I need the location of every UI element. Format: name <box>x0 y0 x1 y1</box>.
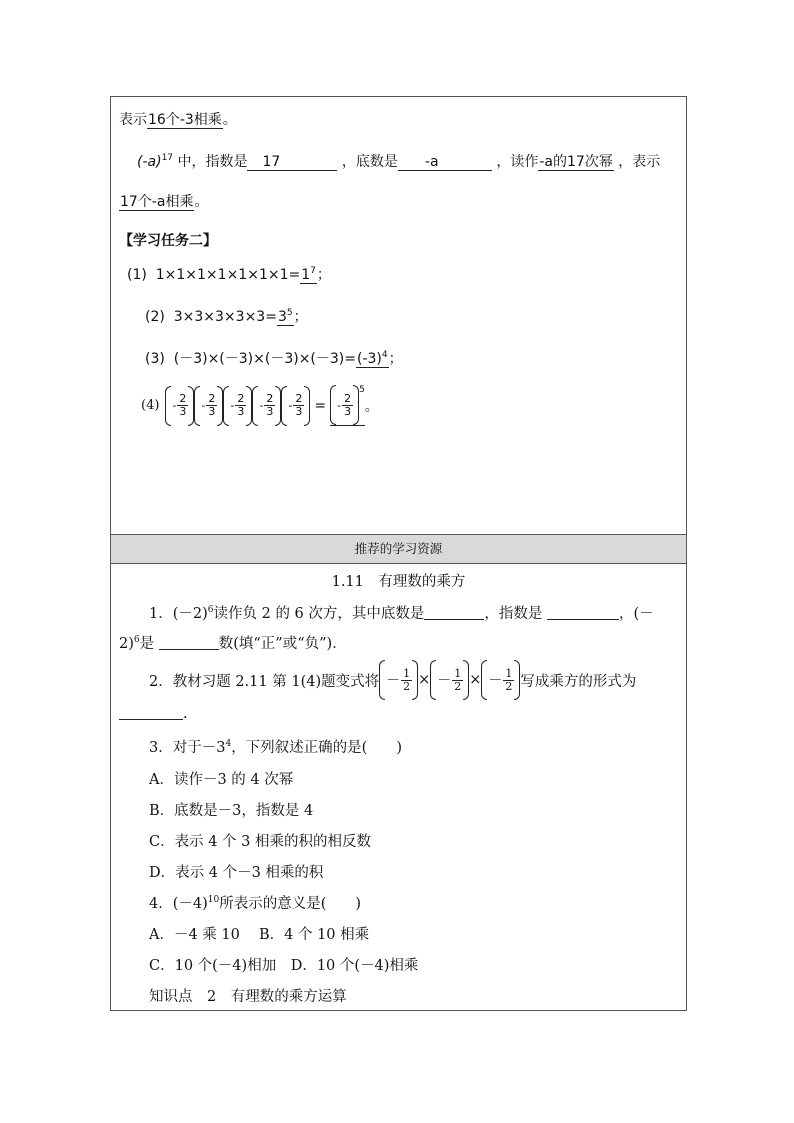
option-b: B．底数是－3，指数是 4 <box>149 803 314 819</box>
text: 表示 <box>119 112 147 128</box>
parenthesized-fraction: － $\frac{1}{2}$ <box>379 660 418 700</box>
answer-blank: $3^5$ <box>277 308 293 325</box>
item-4 <box>141 385 379 426</box>
answer-blank: $1^7$ <box>301 266 316 283</box>
line-1 <box>119 109 237 129</box>
band-title: 推荐的学习资源 <box>111 534 686 564</box>
expression: 3×3×3×3×3= <box>173 309 277 325</box>
section-title: 1.11 有理数的乘方 <box>331 574 466 590</box>
text: ； <box>316 267 331 283</box>
options-cd: C．10 个(－4)相加 D．10 个(－4)相乘 <box>149 958 419 974</box>
answer-blank: $(-3)^4$ <box>357 350 388 367</box>
text: 。 <box>194 194 209 210</box>
question-3-stem: 3．对于$-3^4$，下列叙述正确的是( ) <box>149 739 403 756</box>
option-d: D．表示 4 个－3 相乘的积 <box>149 865 324 881</box>
text: ，读作 <box>496 154 539 170</box>
parenthesized-fraction: － $\frac{1}{2}$ <box>481 660 520 700</box>
text: 。 <box>364 398 379 415</box>
times-sign: × <box>469 672 482 688</box>
parenthesized-fraction: - $\frac{2}{3}$ <box>165 386 194 426</box>
power-exponent: 17 <box>161 153 174 163</box>
item-3 <box>145 348 403 368</box>
parenthesized-fraction: - $\frac{2}{3}$ <box>281 386 310 426</box>
text: ； <box>293 309 308 325</box>
text: ，底数是 <box>341 154 398 170</box>
task-heading: 【学习任务二】 <box>119 233 217 249</box>
item-label: (1) <box>127 267 147 283</box>
item-2 <box>145 306 308 326</box>
text: ； <box>388 351 403 367</box>
question-2-line-1: 2．教材习题 2.11 第 1(4)题变式将 － $\frac{1}{2}$ × － $\frac{1}{2}$ × － $\frac{1}{2}$ 写成乘方的形式为 <box>149 660 636 700</box>
answer-blank: 17个-a相乘 <box>120 194 194 210</box>
answer-blank: -a <box>398 154 492 171</box>
blank <box>424 605 484 620</box>
text: 中，指数是 <box>177 154 248 170</box>
line-3 <box>119 191 208 211</box>
power-base: (-a) <box>137 154 162 170</box>
knowledge-point: 知识点 2 有理数的乘方运算 <box>149 989 347 1005</box>
question-2-line-2: . <box>119 705 188 722</box>
item-label: (3) <box>145 351 165 367</box>
item-label: (2) <box>145 309 165 325</box>
question-1-line-2: 2)$^6$是 数(填“正”或“负”)． <box>119 635 347 652</box>
expression: 1×1×1×1×1×1×1= <box>155 267 301 283</box>
blank <box>547 605 619 620</box>
answer-blank: -a的17次幂 <box>539 154 613 170</box>
question-1-line-1: 1．$(-2)^6$读作负 2 的 6 次方，其中底数是 ，指数是 ，(－ <box>149 605 654 622</box>
parenthesized-fraction: - $\frac{2}{3}$ <box>223 386 252 426</box>
answer-blank: - $\frac{2}{3}$ 5 <box>330 385 365 426</box>
answer-section <box>111 97 686 534</box>
parenthesized-fraction: - $\frac{2}{3}$ <box>194 386 223 426</box>
option-a: A．读作－3 的 4 次幂 <box>149 772 294 788</box>
answer-blank: 16个-3相乘 <box>148 112 222 128</box>
line-2 <box>137 151 660 171</box>
item-label: (4) <box>141 398 160 413</box>
times-sign: × <box>418 672 431 688</box>
item-1 <box>127 264 331 284</box>
fraction-product <box>379 660 520 700</box>
text: 。 <box>222 112 237 128</box>
worksheet-table <box>110 96 687 1011</box>
text: ，表示 <box>618 154 661 170</box>
answer-blank: 17 <box>247 154 337 171</box>
parenthesized-fraction: － $\frac{1}{2}$ <box>430 660 469 700</box>
parenthesized-fraction: - $\frac{2}{3}$ <box>252 386 281 426</box>
blank <box>159 635 219 650</box>
options-ab: A．－4 乘 10 B．4 个 10 相乘 <box>149 927 370 943</box>
question-4-stem: 4．$(-4)^{10}$所表示的意义是( ) <box>149 895 362 912</box>
option-c: C．表示 4 个 3 相乘的积的相反数 <box>149 834 371 850</box>
expression: (－3)×(－3)×(－3)×(－3)= <box>173 351 356 367</box>
equals-sign: = <box>314 397 327 414</box>
resource-section <box>111 564 686 1012</box>
blank <box>119 705 183 720</box>
fraction-product <box>165 386 310 426</box>
